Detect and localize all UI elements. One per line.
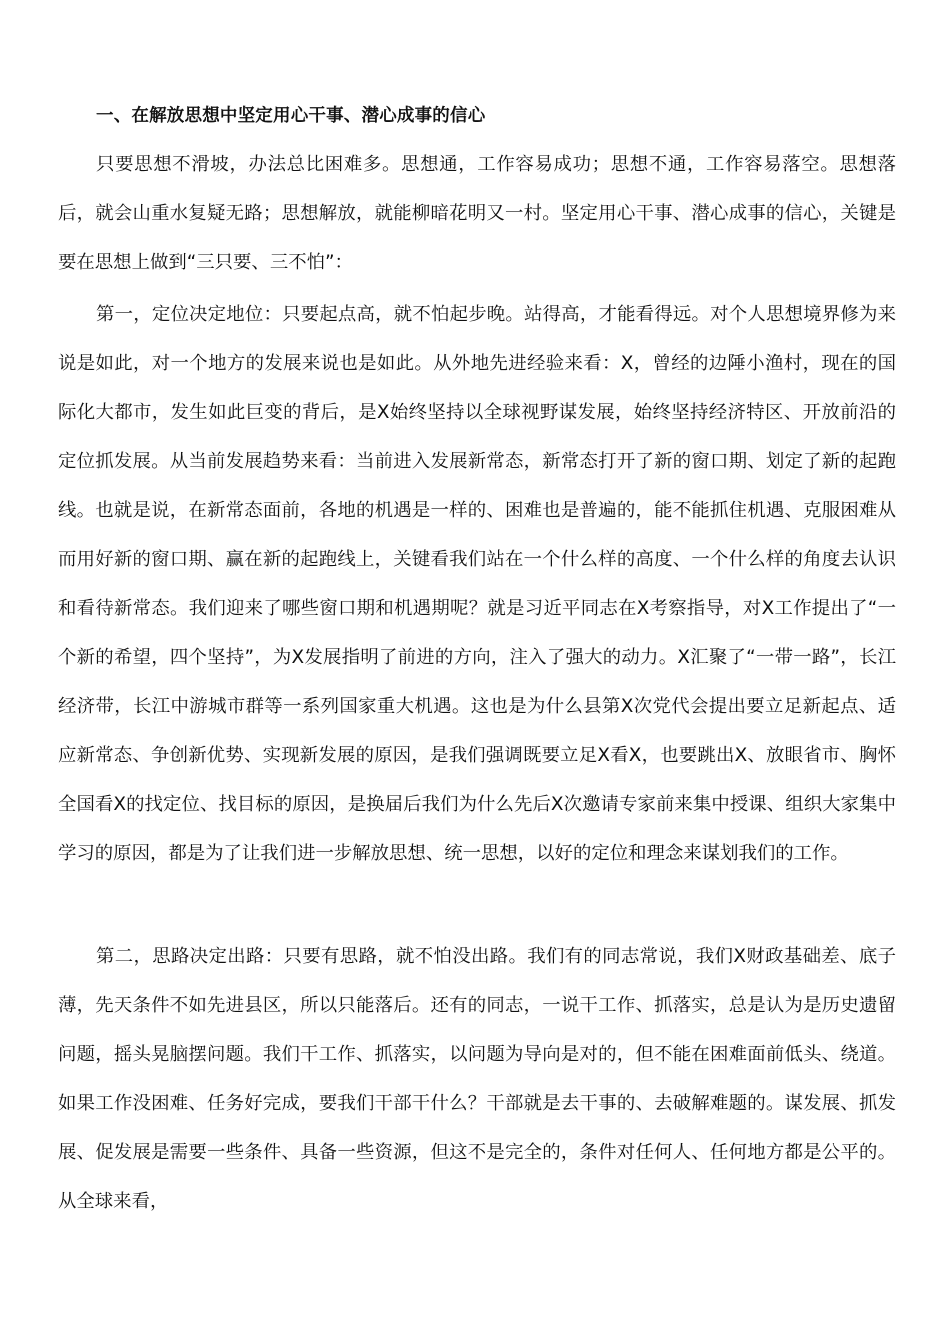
paragraph-second-point: 第二，思路决定出路：只要有思路，就不怕没出路。我们有的同志常说，我们X财政基础差、底子薄，先天条件不如先进县区，所以只能落后。还有的同志，一说干工作、抓落实，总是认为是历史遗留问题，摇头晃脑摆问题。我们干工作、抓落实，以问题为导向是对的，但不能在困难面前低头、绕道。如果工作没困难、任务好完成，要我们干部干什么？干部就是去干事的、去破解难题的。谋发展、抓发展、促发展是需要一些条件、具备一些资源，但这不是完全的，条件对任何人、任何地方都是公平的。从全球来看， bbox=[58, 946, 896, 1212]
paragraph-first-point: 第一，定位决定地位：只要起点高，就不怕起步晚。站得高，才能看得远。对个人思想境界修为来说是如此，对一个地方的发展来说也是如此。从外地先进经验来看：X，曾经的边陲小渔村，现在的国际化大都市，发生如此巨变的背后，是X始终坚持以全球视野谋发展，始终坚持经济特区、开放前沿的定位抓发展。从当前发展趋势来看：当前进入发展新常态，新常态打开了新的窗口期、划定了新的起跑线。也就是说，在新常态面前，各地的机遇是一样的、困难也是普遍的，能不能抓住机遇、克服困难从而用好新的窗口期、赢在新的起跑线上，关键看我们站在一个什么样的高度、一个什么样的角度去认识和看待新常态。我们迎来了哪些窗口期和机遇期呢？就是习近平同志在X考察指导，对X工作提出了“一个新的希望，四个坚持”，为X发展指明了前进的方向，注入了强大的动力。X汇聚了“一带一路”，长江经济带，长江中游城市群等一系列国家重大机遇。这也是为什么县第X次党代会提出要立足新起点、适应新常态、争创新优势、实现新发展的原因，是我们强调既要立足X看X，也要跳出X、放眼省市、胸怀全国看X的找定位、找目标的原因，是换届后我们为什么先后X次邀请专家前来集中授课、组织大家集中学习的原因，都是为了让我们进一步解放思想、统一思想，以好的定位和理念来谋划我们的工作。 bbox=[58, 304, 896, 864]
section-heading: 一、在解放思想中坚定用心干事、潜心成事的信心 bbox=[96, 106, 486, 126]
paragraph-intro: 只要思想不滑坡，办法总比困难多。思想通，工作容易成功；思想不通，工作容易落空。思想落后，就会山重水复疑无路；思想解放，就能柳暗花明又一村。坚定用心干事、潜心成事的信心，关键是要在思想上做到“三只要、三不怕”： bbox=[58, 154, 896, 273]
